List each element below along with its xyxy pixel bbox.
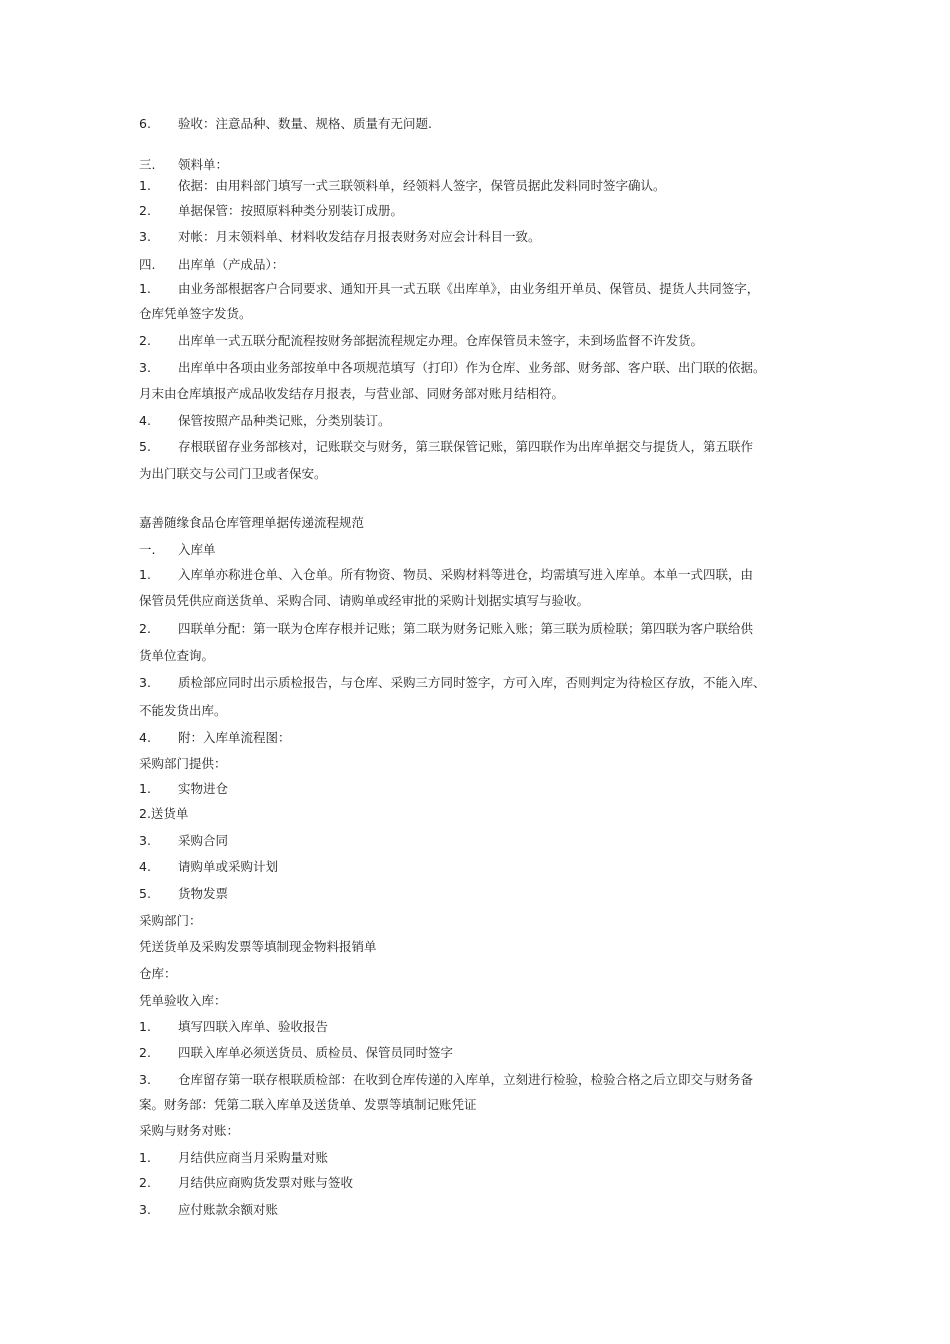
list-item-continuation: 月末由仓库填报产成品收发结存月报表，与营业部、同财务部对账月结相符。 [139,386,565,401]
list-item-continuation: 仓库凭单签字发货。 [139,306,252,321]
section-heading: 四. 出库单（产成品）： [139,257,285,272]
list-item-continuation: 货单位查询。 [139,648,215,663]
section-heading: 三. 领料单： [139,157,229,172]
purchase-dept-heading: 采购部门： [139,913,202,928]
list-item-continuation: 为出门联交与公司门卫或者保安。 [139,466,327,481]
list-item: 2. 单据保管：按照原料种类分别装订成册。 [139,203,404,218]
list-item: 3. 应付账款余额对账 [139,1202,279,1217]
list-item: 2.送货单 [139,806,189,821]
list-item: 3. 出库单中各项由业务部按单中各项规范填写（打印）作为仓库、业务部、财务部、客户联、出门联的依据。 [139,360,766,375]
list-item: 2. 四联入库单必须送货员、质检员、保管员同时签字 [139,1045,454,1060]
warehouse-text: 凭单验收入库： [139,993,227,1008]
list-item: 3. 采购合同 [139,833,229,848]
list-item: 2. 出库单一式五联分配流程按财务部据流程规定办理。仓库保管员未签字，未到场监督不许发货。 [139,333,704,348]
list-item: 6. 验收：注意品种、数量、规格、质量有无问题. [139,116,432,131]
doc-title: 嘉善随缘食品仓库管理单据传递流程规范 [139,515,365,530]
list-item: 5. 存根联留存业务部核对，记账联交与财务，第三联保管记账，第四联作为出库单据交与提货人，第五联作 [139,439,754,454]
list-item: 1. 由业务部根据客户合同要求、通知开具一式五联《出库单》，由业务组开单员、保管员、提货人共同签字， [139,281,760,296]
list-item: 4. 附：入库单流程图： [139,730,291,745]
list-item: 1. 实物进仓 [139,781,229,796]
list-item: 1. 依据：由用料部门填写一式三联领料单，经领料人签字，保管员据此发料同时签字确认。 [139,178,666,193]
list-item: 3. 仓库留存第一联存根联质检部：在收到仓库传递的入库单，立刻进行检验，检验合格之后立即交与财务备 [139,1072,754,1087]
list-item: 4. 请购单或采购计划 [139,859,279,874]
list-item: 1. 月结供应商当月采购量对账 [139,1150,329,1165]
list-item: 3. 质检部应同时出示质检报告，与仓库、采购三方同时签字，方可入库，否则判定为待检区存放，不能入库、 [139,675,766,690]
purchase-provide-heading: 采购部门提供： [139,756,227,771]
section-heading: 一. 入库单 [139,542,216,557]
list-item: 4. 保管按照产品种类记账，分类别装订。 [139,413,391,428]
list-item: 1. 填写四联入库单、验收报告 [139,1019,329,1034]
list-item-continuation: 不能发货出库。 [139,703,227,718]
list-item-continuation: 保管员凭供应商送货单、采购合同、请购单或经审批的采购计划据实填写与验收。 [139,593,590,608]
list-item: 3. 对帐：月末领料单、材料收发结存月报表财务对应会计科目一致。 [139,229,541,244]
list-item: 5. 货物发票 [139,886,229,901]
list-item: 2. 月结供应商购货发票对账与签收 [139,1175,354,1190]
warehouse-heading: 仓库： [139,966,177,981]
list-item: 2. 四联单分配：第一联为仓库存根并记账；第二联为财务记账入账；第三联为质检联；第四联为客户联给供 [139,621,754,636]
reconcile-heading: 采购与财务对账： [139,1123,240,1138]
list-item-continuation: 案。财务部：凭第二联入库单及送货单、发票等填制记账凭证 [139,1097,477,1112]
purchase-dept-text: 凭送货单及采购发票等填制现金物料报销单 [139,939,377,954]
list-item: 1. 入库单亦称进仓单、入仓单。所有物资、物员、采购材料等进仓，均需填写进入库单。本单一式四联，由 [139,567,754,582]
